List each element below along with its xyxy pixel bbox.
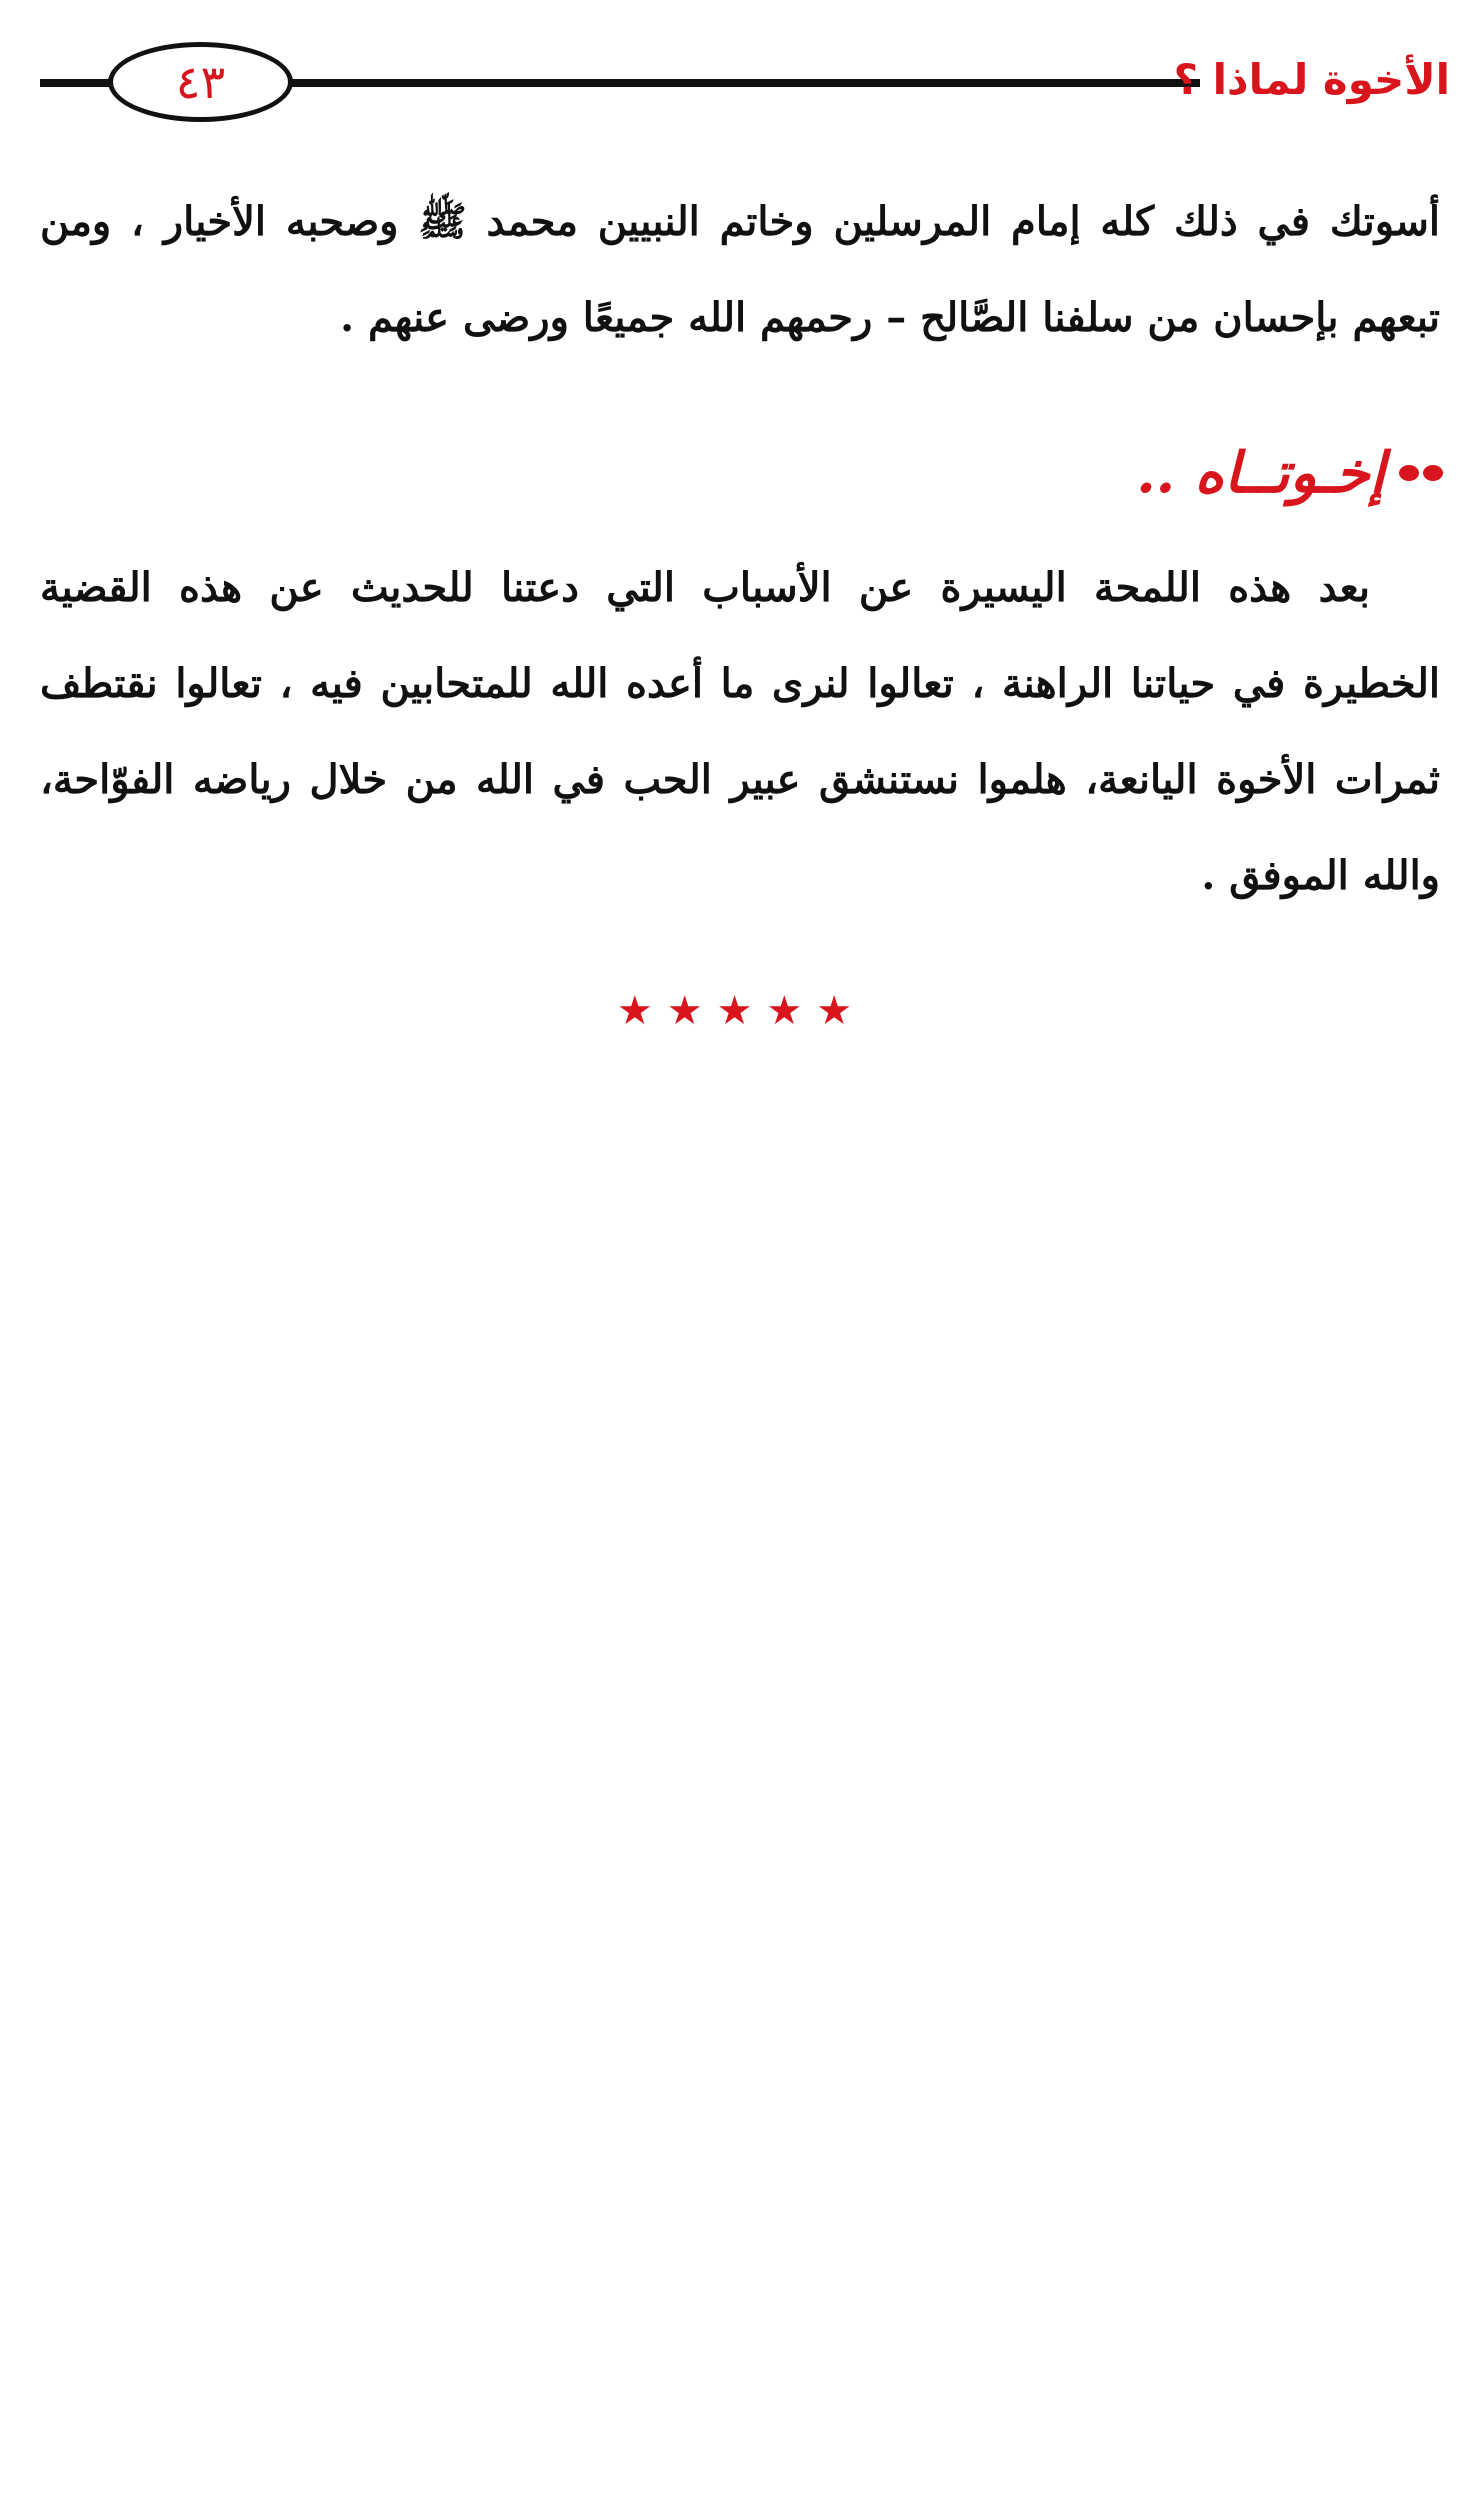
section-heading: [1136, 428, 1443, 518]
double-dot-bullet-icon: [1399, 465, 1443, 481]
page-header: [40, 28, 1450, 138]
running-title: الأخوة لماذا ؟: [1173, 55, 1450, 104]
star-ornament-divider: ★★★★★: [616, 988, 867, 1034]
paragraph-1: أسوتك في ذلك كله إمام المرسلين وخاتم النبيين محمد ﷺ وصحبه الأخيار ، ومن تبعهم بإحسان من سلفنا الصَّالح – رحمهم الله جميعًا ورضى عنهم .: [40, 198, 1440, 341]
header-rule-left: [40, 79, 110, 87]
paragraph-2: بعد هذه اللمحة اليسيرة عن الأسباب التي دعتنا للحديث عن هذه القضية الخطيرة في حياتنا الراهنة ، تعالوا لنرى ما أعده الله للمتحابين فيه ، تعالوا نقتطف ثمرات الأخوة اليانعة، هلموا نستنشق عبير الحب في الله من خلال رياضه الفوّاحة، والله الموفق .: [40, 564, 1440, 899]
section-heading-text: إخـوتــاه ..: [1136, 440, 1385, 506]
page-number: ٤٣: [108, 42, 293, 122]
header-rule: [280, 79, 1200, 87]
